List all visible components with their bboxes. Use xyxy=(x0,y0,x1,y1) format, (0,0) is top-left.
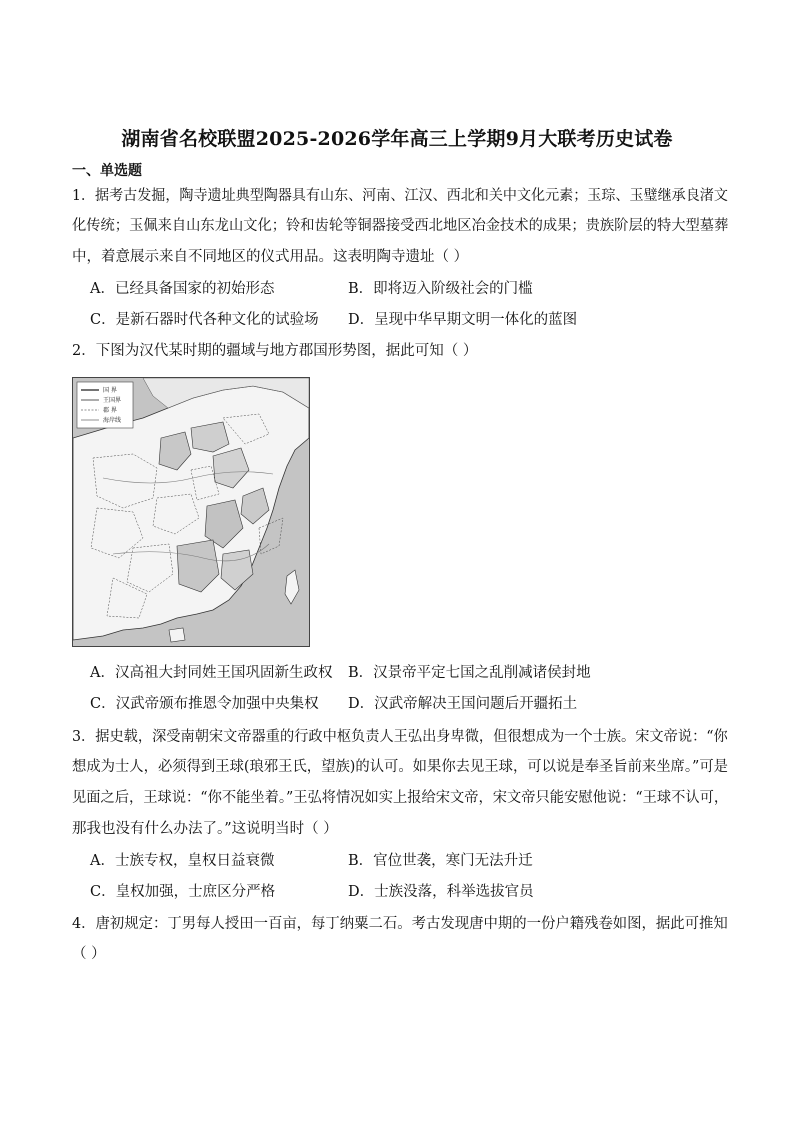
q1-option-a[interactable]: A．已经具备国家的初始形态 xyxy=(90,281,275,297)
q2-option-c[interactable]: C．汉武帝颁布推恩令加强中央集权 xyxy=(90,696,319,712)
q3-option-a[interactable]: A．士族专权，皇权日益衰微 xyxy=(90,853,275,869)
q1-line-3: 中，着意展示来自不同地区的仪式用品。这表明陶寺遗址（ ） xyxy=(72,249,469,265)
q1-line-2: 化传统；玉佩来自山东龙山文化；铃和齿轮等铜器接受西北地区冶金技术的成果；贵族阶层的特大型墓葬 xyxy=(72,218,729,234)
legend-coastline: 海岸线 xyxy=(103,417,122,424)
q2-option-b[interactable]: B．汉景帝平定七国之乱削减诸侯封地 xyxy=(348,665,591,681)
q3-option-c[interactable]: C．皇权加强，士庶区分严格 xyxy=(90,884,276,900)
q3-line-2: 想成为士人，必须得到王球(琅邪王氏，望族)的认可。如果你去见王球，可以说是奉圣旨前来坐席。”可是 xyxy=(72,759,729,775)
q3-line-1: 3．据史载，深受南朝宋文帝器重的行政中枢负责人王弘出身卑微，但很想成为一个士族。宋文帝说：“你 xyxy=(72,729,728,745)
legend-kingdom-border: 王国界 xyxy=(103,397,122,404)
q1-option-b[interactable]: B．即将迈入阶级社会的门槛 xyxy=(348,281,533,297)
section-heading: 一、单选题 xyxy=(72,163,142,179)
q1-option-d[interactable]: D．呈现中华早期文明一体化的蓝图 xyxy=(348,312,578,328)
q1-line-1: 1．据考古发掘，陶寺遗址典型陶器具有山东、河南、江汉、西北和关中文化元素；玉琮、玉璧继承良渚文 xyxy=(72,188,728,204)
q3-line-4: 那我也没有什么办法了。”这说明当时（ ） xyxy=(72,821,338,837)
q2-option-d[interactable]: D．汉武帝解决王国问题后开疆拓土 xyxy=(348,696,578,712)
q3-line-3: 见面之后，王球说：“你不能坐着。”王弘将情况如实上报给宋文帝，宋文帝只能安慰他说：“王球不认可， xyxy=(72,790,729,806)
legend-commandery-border: 郡 界 xyxy=(103,407,117,414)
q2-stem: 2．下图为汉代某时期的疆域与地方郡国形势图，据此可知（ ） xyxy=(72,343,478,359)
q2-option-a[interactable]: A．汉高祖大封同姓王国巩固新生政权 xyxy=(90,665,333,681)
map-image xyxy=(73,378,309,646)
page-title: 湖南省名校联盟2025-2026学年高三上学期9月大联考历史试卷 xyxy=(121,128,673,150)
q3-option-d[interactable]: D．士族没落，科举选拔官员 xyxy=(348,884,534,900)
legend-national-border: 国 界 xyxy=(103,387,117,394)
han-dynasty-map xyxy=(72,377,310,647)
q4-line-2: （ ） xyxy=(72,946,106,962)
q3-option-b[interactable]: B．官位世袭，寒门无法升迁 xyxy=(348,853,533,869)
q1-option-c[interactable]: C．是新石器时代各种文化的试验场 xyxy=(90,312,319,328)
q4-line-1: 4．唐初规定：丁男每人授田一百亩，每丁纳粟二石。考古发现唐中期的一份户籍残卷如图，据此可推知 xyxy=(72,916,728,932)
